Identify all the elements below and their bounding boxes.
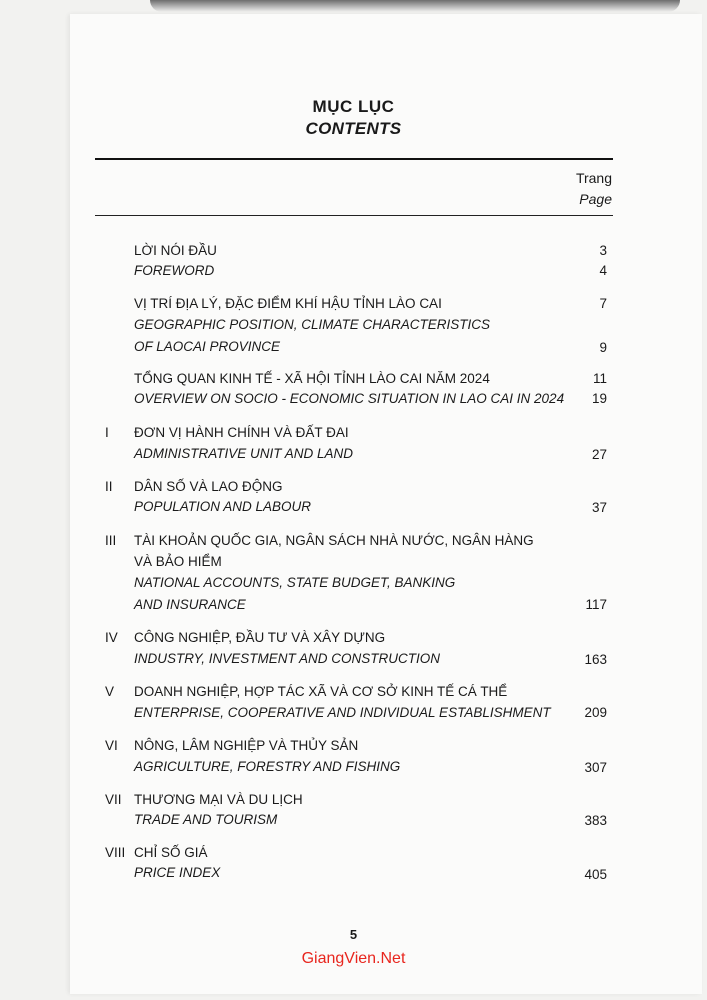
toc-entry-page: 19 [591, 391, 607, 406]
toc-entry-title-en[interactable]: INDUSTRY, INVESTMENT AND CONSTRUCTION [134, 651, 441, 666]
toc-entry-page: 383 [584, 813, 607, 828]
toc-entry-title-en[interactable]: ENTERPRISE, COOPERATIVE AND INDIVIDUAL ESTABLISHMENT [134, 705, 551, 720]
chapter-numeral: VII [105, 792, 122, 807]
toc-entry-page: 37 [591, 500, 607, 515]
toc-entry-title-vn-cont[interactable]: VÀ BẢO HIỂM [134, 554, 222, 569]
toc-entry-title-en[interactable]: PRICE INDEX [134, 865, 221, 880]
toc-entry-page: 3 [599, 243, 607, 258]
toc-entry-page: 209 [584, 705, 607, 720]
toc-entry-page: 163 [584, 652, 607, 667]
toc-entry-page: 307 [584, 760, 607, 775]
toc-entry-title-en[interactable]: NATIONAL ACCOUNTS, STATE BUDGET, BANKING [134, 575, 456, 590]
chapter-numeral: III [105, 533, 117, 548]
toc-entry-page: 27 [591, 447, 607, 462]
toc-entry-title-en[interactable]: AGRICULTURE, FORESTRY AND FISHING [134, 759, 401, 774]
toc-entry-page: 405 [584, 867, 607, 882]
chapter-numeral: I [105, 425, 109, 440]
page-column-header-en: Page [579, 191, 612, 207]
toc-entry-title-vn[interactable]: DOANH NGHIỆP, HỢP TÁC XÃ VÀ CƠ SỞ KINH TẾ CÁ THỂ [134, 684, 508, 699]
toc-entry-title-vn[interactable]: ĐƠN VỊ HÀNH CHÍNH VÀ ĐẤT ĐAI [134, 425, 349, 440]
toc-entry-title-vn[interactable]: NÔNG, LÂM NGHIỆP VÀ THỦY SẢN [134, 738, 359, 753]
toc-entry-title-en[interactable]: POPULATION AND LABOUR [134, 499, 312, 514]
toc-entry-title-en[interactable]: GEOGRAPHIC POSITION, CLIMATE CHARACTERISTICS [134, 317, 491, 332]
toc-entry-page: 9 [599, 340, 607, 355]
title-english: CONTENTS [305, 119, 402, 138]
toc-entry-title-en[interactable]: FOREWORD [134, 263, 215, 278]
toc-entry-title-en-cont[interactable]: OF LAOCAI PROVINCE [134, 339, 281, 354]
toc-entry-title-vn[interactable]: LỜI NÓI ĐẦU [134, 243, 217, 258]
toc-entry-title-vn[interactable]: TỔNG QUAN KINH TẾ - XÃ HỘI TỈNH LÀO CAI NĂM 2024 [134, 371, 490, 386]
site-watermark: GiangVien.Net [301, 950, 406, 967]
toc-entry-page: 7 [599, 296, 607, 311]
toc-entry-title-vn[interactable]: VỊ TRÍ ĐỊA LÝ, ĐẶC ĐIỂM KHÍ HẬU TỈNH LÀO CAI [134, 296, 442, 311]
toc-entry-page: 117 [585, 597, 607, 612]
toc-entry-title-en[interactable]: TRADE AND TOURISM [134, 812, 278, 827]
title-vietnamese: MỤC LỤC [312, 97, 395, 116]
chapter-numeral: V [105, 684, 115, 699]
toc-entry-title-en-cont[interactable]: AND INSURANCE [134, 597, 246, 612]
toc-entry-title-en[interactable]: ADMINISTRATIVE UNIT AND LAND [134, 446, 354, 461]
toc-entry-title-en[interactable]: OVERVIEW ON SOCIO - ECONOMIC SITUATION IN LAO CAI IN 2024 [134, 391, 565, 406]
chapter-numeral: VI [105, 738, 118, 753]
chapter-numeral: VIII [105, 845, 126, 860]
page-column-header-vn: Trang [575, 170, 612, 186]
toc-entry-title-vn[interactable]: CÔNG NGHIỆP, ĐẦU TƯ VÀ XÂY DỰNG [134, 630, 386, 645]
chapter-numeral: II [105, 479, 113, 494]
page-number: 5 [349, 927, 358, 942]
chapter-numeral: IV [105, 630, 118, 645]
toc-entry-title-vn[interactable]: CHỈ SỐ GIÁ [134, 845, 208, 860]
toc-entry-title-vn[interactable]: THƯƠNG MẠI VÀ DU LỊCH [134, 792, 303, 807]
toc-entry-page: 11 [592, 371, 607, 386]
toc-entry-title-vn[interactable]: TÀI KHOẢN QUỐC GIA, NGÂN SÁCH NHÀ NƯỚC, NGÂN HÀNG [134, 533, 534, 548]
toc-entry-page: 4 [599, 263, 607, 278]
toc-entry-title-vn[interactable]: DÂN SỐ VÀ LAO ĐỘNG [134, 479, 283, 494]
